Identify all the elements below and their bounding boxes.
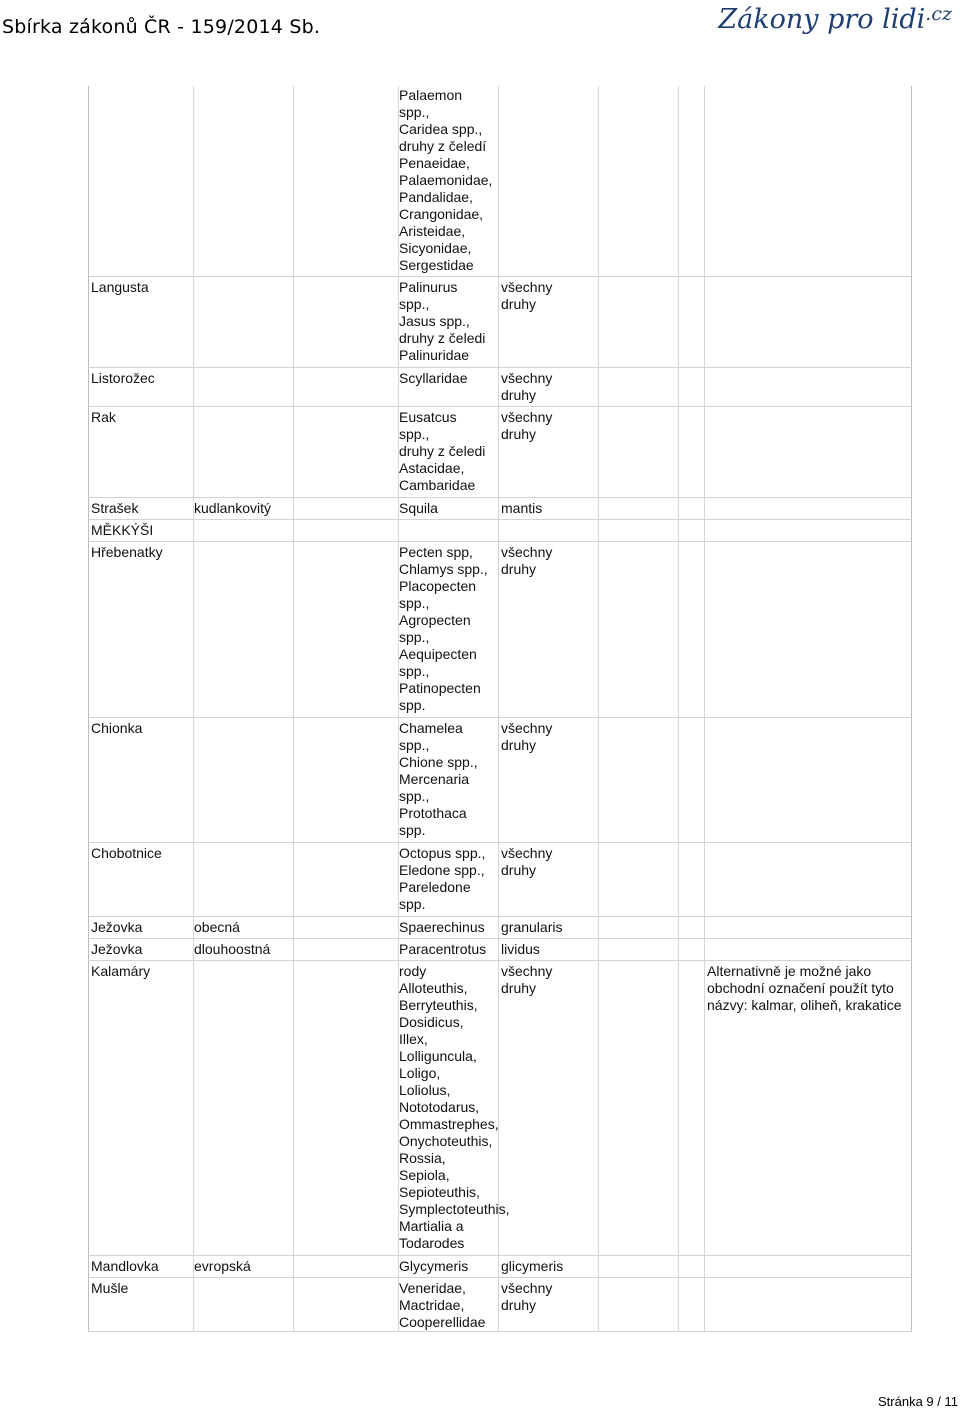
species-cell: všechny druhy [501, 544, 553, 577]
section-heading-cell: MĚKKÝŠI [91, 522, 154, 538]
note-cell: Alternativně je možné jako obchodní označení použít tyto názvy: kalmar, oliheň, krakatice [707, 963, 902, 1013]
zakony-pro-lidi-logo[interactable] [718, 3, 952, 35]
page-header [0, 0, 960, 58]
table-row [88, 962, 912, 1256]
species-cell: glicymeris [501, 1258, 564, 1274]
common-name-cell: Rak [91, 409, 116, 425]
table-row [88, 86, 912, 277]
logo-suffix: .cz [925, 3, 952, 25]
table-row [88, 499, 912, 520]
genus-cell: Pecten spp, Chlamys spp., Placopecten spp., Agropecten spp., Aequipecten spp., Patinopecten spp. [399, 544, 488, 713]
adjective-cell: kudlankovitý [194, 500, 272, 516]
common-name-cell: Kalamáry [91, 963, 151, 979]
species-cell: mantis [501, 500, 543, 516]
document-title: Sbírka zákonů ČR - 159/2014 Sb. [2, 16, 321, 38]
adjective-cell: evropská [194, 1258, 251, 1274]
table-row [88, 1257, 912, 1278]
table-row [88, 719, 912, 843]
genus-cell: Chamelea spp., Chione spp., Mercenaria spp., Protothaca spp. [399, 720, 478, 838]
page-number: Stránka 9 / 11 [878, 1394, 958, 1409]
common-name-cell: Hřebenatky [91, 544, 163, 560]
common-name-cell: Ježovka [91, 941, 143, 957]
table-row [88, 521, 912, 542]
table-row [88, 543, 912, 718]
genus-cell: rody Alloteuthis, Berryteuthis, Dosidicus, Illex, Lolliguncula, Loligo, Loliolus, Nototodarus, Ommastrephes, Onychoteuthis, Rossia, Sepiola, Sepioteuthis, Symplectoteuthis, Martialia a Todarodes [399, 963, 510, 1251]
adjective-cell: dlouhoostná [194, 941, 271, 957]
adjective-cell: obecná [194, 919, 240, 935]
species-cell: všechny druhy [501, 1280, 553, 1313]
common-name-cell: Mušle [91, 1280, 129, 1296]
genus-cell: Paracentrotus [399, 941, 487, 957]
table-row [88, 278, 912, 368]
table-row [88, 408, 912, 498]
species-cell: všechny druhy [501, 963, 553, 996]
genus-cell: Eusatcus spp., druhy z čeledi Astacidae, Cambaridae [399, 409, 486, 493]
common-name-cell: Chobotnice [91, 845, 162, 861]
species-cell: všechny druhy [501, 409, 553, 442]
common-name-cell: Mandlovka [91, 1258, 159, 1274]
species-cell: všechny druhy [501, 279, 553, 312]
common-name-cell: Strašek [91, 500, 139, 516]
genus-cell: Palaemon spp., Caridea spp., druhy z čeledí Penaeidae, Palaemonidae, Pandalidae, Crangonidae, Aristeidae, Sicyonidae, Sergestidae [399, 87, 493, 273]
table-row [88, 369, 912, 407]
genus-cell: Veneridae, Mactridae, Cooperellidae [399, 1280, 486, 1330]
common-name-cell: Chionka [91, 720, 143, 736]
species-cell: lividus [501, 941, 540, 957]
common-name-cell: Listorožec [91, 370, 155, 386]
genus-cell: Scyllaridae [399, 370, 468, 386]
genus-cell: Squila [399, 500, 438, 516]
species-cell: granularis [501, 919, 563, 935]
species-cell: všechny druhy [501, 845, 553, 878]
genus-cell: Palinurus spp., Jasus spp., druhy z čeledi Palinuridae [399, 279, 486, 363]
table-row [88, 940, 912, 961]
table-row [88, 918, 912, 939]
species-cell: všechny druhy [501, 720, 553, 753]
table-row [88, 1279, 912, 1332]
genus-cell: Spaerechinus [399, 919, 485, 935]
common-name-cell: Langusta [91, 279, 149, 295]
genus-cell: Octopus spp., Eledone spp., Pareledone spp. [399, 845, 486, 912]
logo-text: Zákony pro lidi [718, 4, 926, 35]
species-cell: všechny druhy [501, 370, 553, 403]
table-row [88, 844, 912, 917]
genus-cell: Glycymeris [399, 1258, 469, 1274]
common-name-cell: Ježovka [91, 919, 143, 935]
